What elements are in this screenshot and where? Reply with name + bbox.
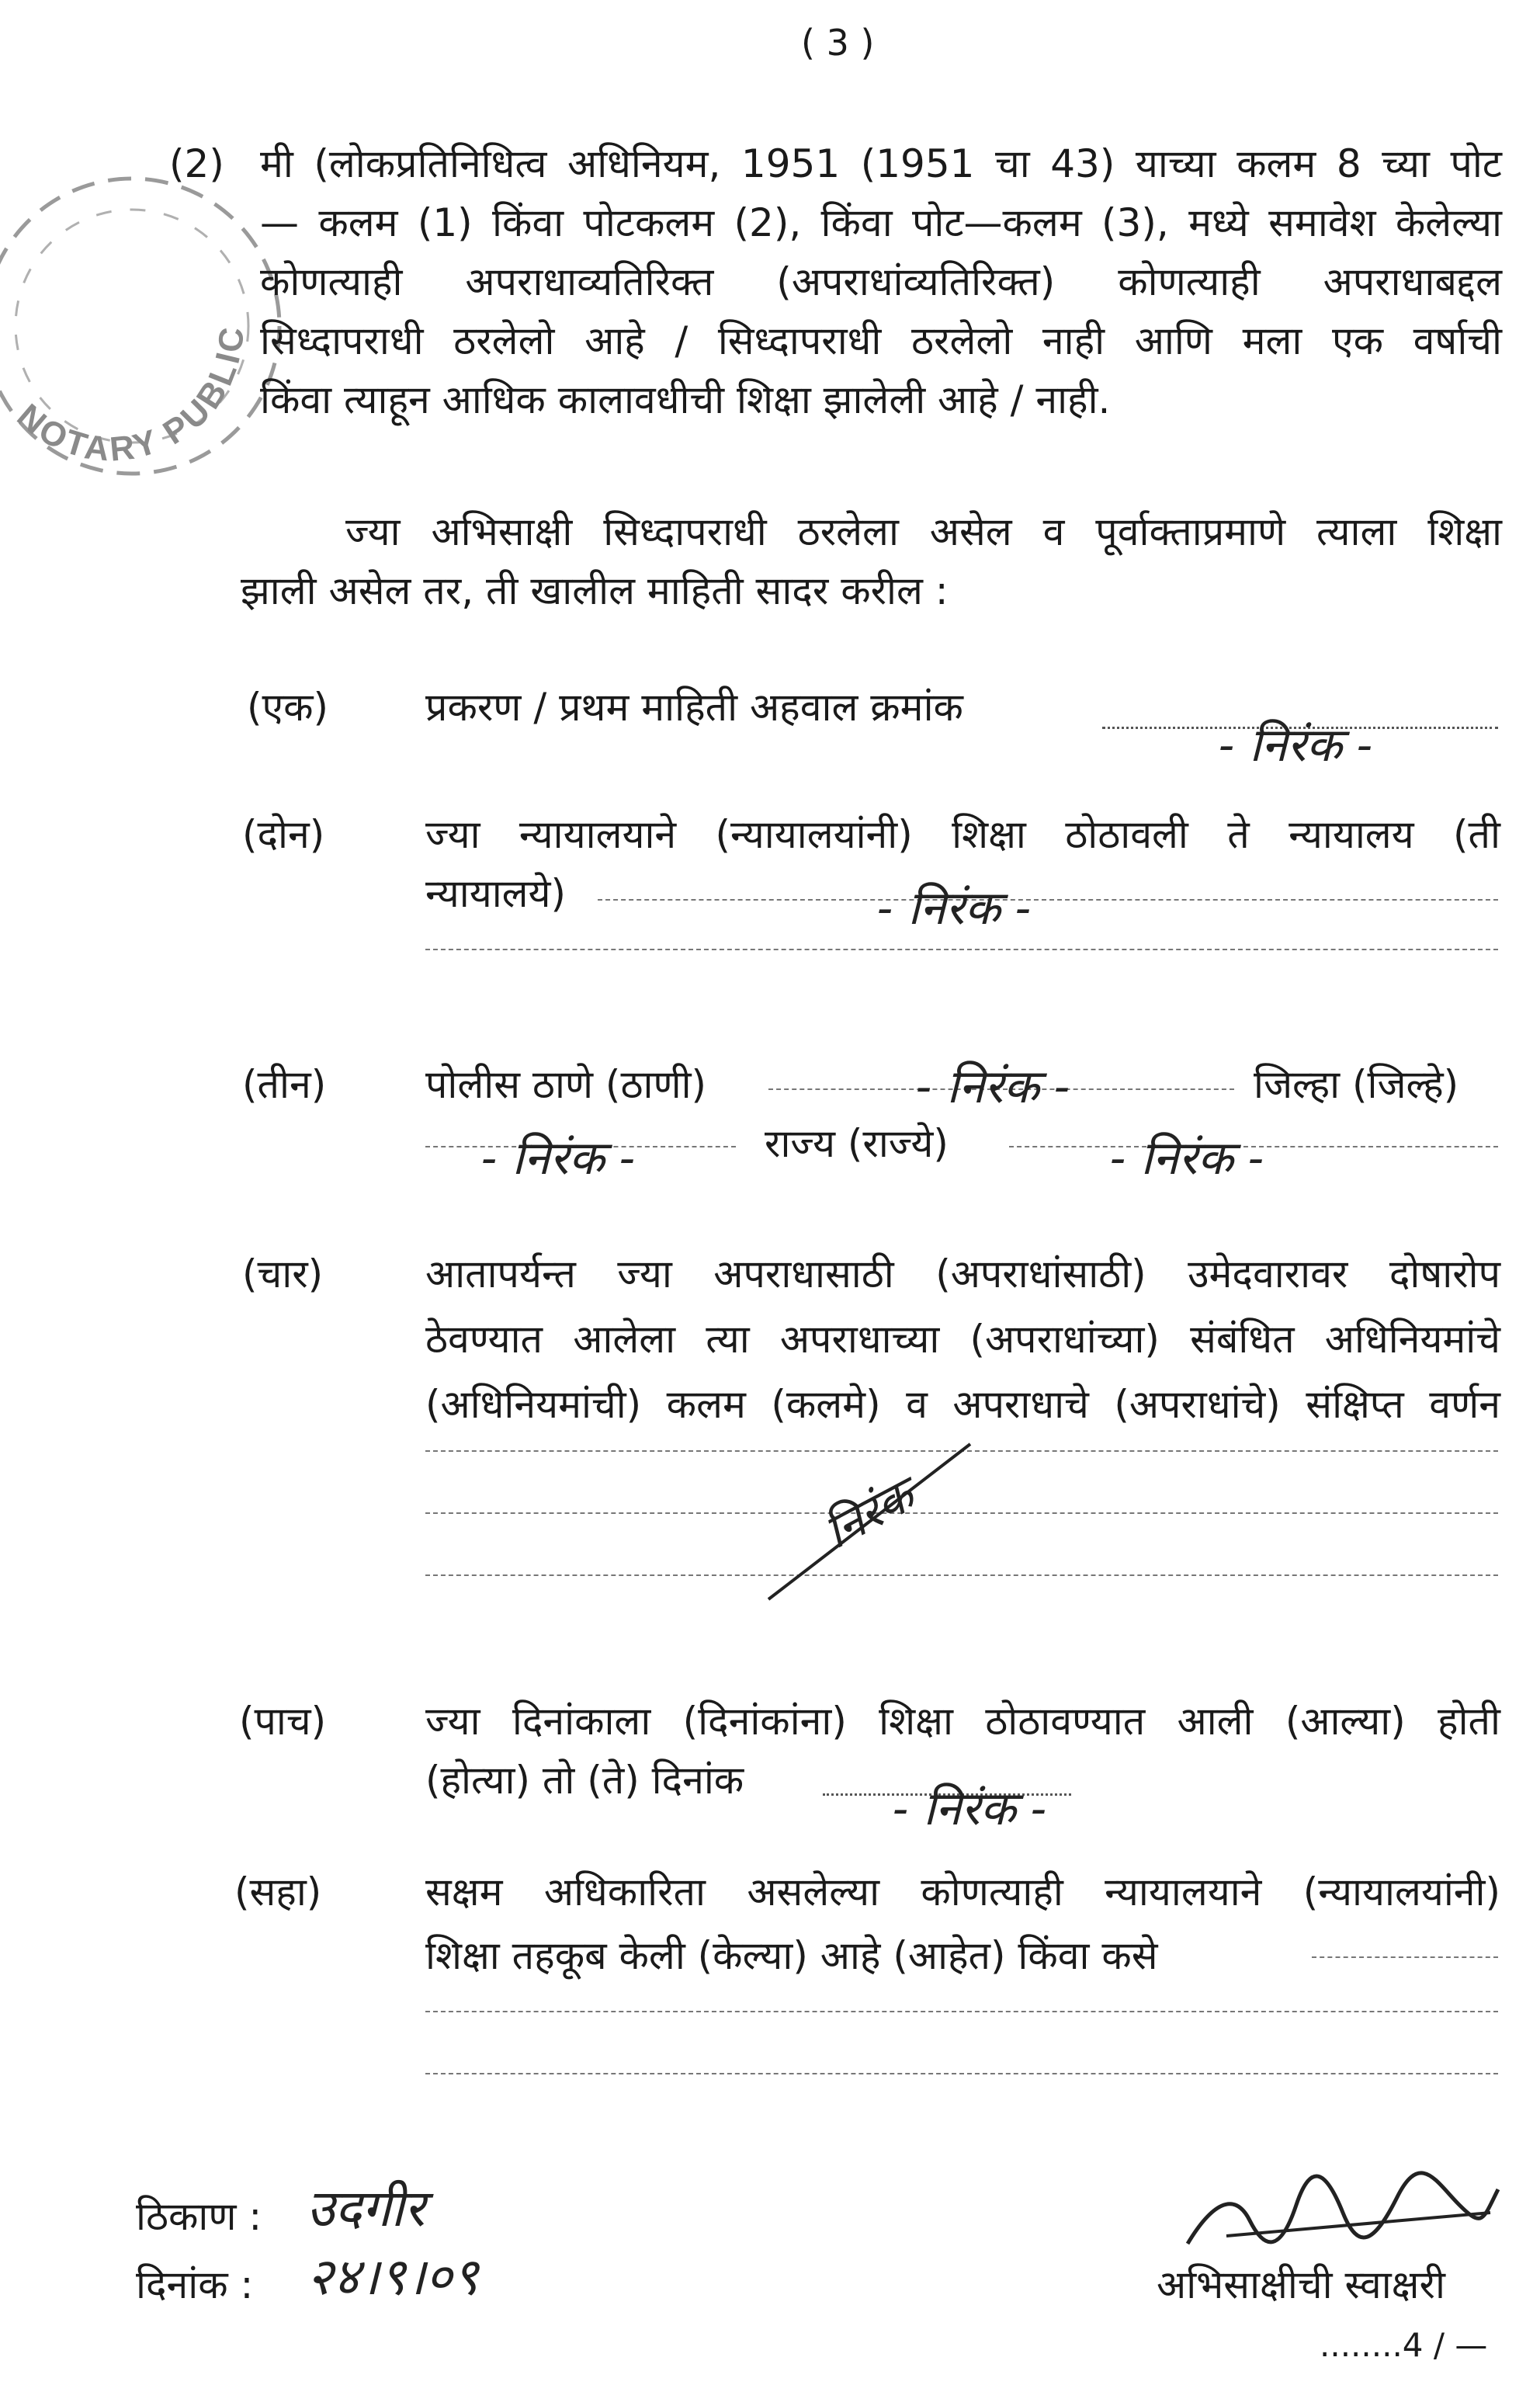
place-value: उदगीर <box>307 2178 425 2238</box>
item-one-label: (एक) <box>247 685 329 730</box>
item-six-line-1: सक्षम अधिकारिता असलेल्या कोणत्याही न्यायालयाने (न्यायालयांनी) <box>425 1869 1500 1915</box>
svg-text:NOTARY PUBLIC <box>10 323 251 469</box>
signature <box>1180 2158 1506 2259</box>
police-station-label: पोलीस ठाणे (ठाणी) <box>425 1062 707 1107</box>
state-filled: - निरंक - <box>1110 1131 1264 1186</box>
item-five-filled: - निरंक - <box>893 1782 1047 1836</box>
item-five-line-2: (होत्या) तो (ते) दिनांक <box>425 1758 744 1803</box>
item-one-text: प्रकरण / प्रथम माहिती अहवाल क्रमांक <box>425 685 963 730</box>
date-value: २४।९।०९ <box>307 2247 479 2307</box>
state-label: राज्य (राज्ये) <box>765 1121 949 1166</box>
item-six-blank-3 <box>425 2073 1498 2074</box>
place-label: ठिकाण : <box>136 2194 262 2239</box>
intro-line-1: ज्या अभिसाक्षी सिध्दापराधी ठरलेला असेल व पूर्वाक्ताप्रमाणे त्याला शिक्षा <box>345 509 1502 554</box>
item-one-filled: - निरंक - <box>1219 718 1373 772</box>
stamp-text: NOTARY PUBLIC <box>9 322 252 469</box>
signature-label: अभिसाक्षीची स्वाक्षरी <box>1157 2262 1445 2307</box>
date-label: दिनांक : <box>136 2262 254 2307</box>
item-five-label: (पाच) <box>239 1699 327 1744</box>
item-four-label: (चार) <box>242 1252 324 1297</box>
item-four-line-1: आतापर्यन्त ज्या अपराधासाठी (अपराधांसाठी) उमेदवारावर दोषारोप <box>425 1252 1500 1297</box>
para2-line-5: किंवा त्याहून आधिक कालावधीची शिक्षा झालेली आहे / नाही. <box>260 377 1111 422</box>
para2-line-1: मी (लोकप्रतिनिधित्व अधिनियम, 1951 (1951 चा 43) याच्या कलम 8 च्या पोट <box>260 141 1502 186</box>
continuation-marker: ........4 / — <box>1320 2326 1488 2364</box>
page-number: ( 3 ) <box>801 22 875 64</box>
item-six-blank-1 <box>1312 1956 1498 1958</box>
item-two-blank-1 <box>598 899 1498 901</box>
item-three-label: (तीन) <box>242 1062 327 1107</box>
item-six-line-2: शिक्षा तहकूब केली (केल्या) आहे (आहेत) किंवा कसे <box>425 1933 1158 1978</box>
item-six-label: (सहा) <box>234 1869 322 1915</box>
para2-line-4: सिध्दापराधी ठरलेलो आहे / सिध्दापराधी ठरलेलो नाही आणि मला एक वर्षाची <box>260 318 1502 363</box>
notary-stamp <box>0 163 295 489</box>
item-two-blank-2 <box>425 949 1498 950</box>
item-five-line-1: ज्या दिनांकाला (दिनांकांना) शिक्षा ठोठावण्यात आली (आल्या) होती <box>425 1699 1500 1744</box>
para2-line-3: कोणत्याही अपराधाव्यतिरिक्त (अपराधांव्यतिरिक्त) कोणत्याही अपराधाबद्दल <box>260 259 1502 304</box>
item-four-filled: निरंक <box>815 1468 923 1560</box>
item-six-blank-2 <box>425 2011 1498 2012</box>
item-four-line-3: (अधिनियमांची) कलम (कलमे) व अपराधाचे (अपराधांचे) संक्षिप्त वर्णन <box>425 1382 1500 1427</box>
para2-line-2: — कलम (1) किंवा पोटकलम (2), किंवा पोट—कलम (3), मध्ये समावेश केलेल्या <box>260 200 1502 245</box>
intro-line-2: झाली असेल तर, ती खालील माहिती सादर करील : <box>241 568 949 613</box>
item-two-filled: - निरंक - <box>877 881 1032 936</box>
police-station-filled: - निरंक - <box>916 1060 1070 1114</box>
item-two-label: (दोन) <box>242 812 325 857</box>
item-four-line-2: ठेवण्यात आलेला त्या अपराधाच्या (अपराधांच्या) संबंधित अधिनियमांचे <box>425 1317 1500 1362</box>
item-two-line-2: न्यायालये) <box>425 871 567 916</box>
district-label: जिल्हा (जिल्हे) <box>1254 1062 1459 1107</box>
item-two-line-1: ज्या न्यायालयाने (न्यायालयांनी) शिक्षा ठोठावली ते न्यायालय (ती <box>425 812 1500 857</box>
para2-number: (2) <box>169 141 224 186</box>
district-filled: - निरंक - <box>481 1131 636 1186</box>
